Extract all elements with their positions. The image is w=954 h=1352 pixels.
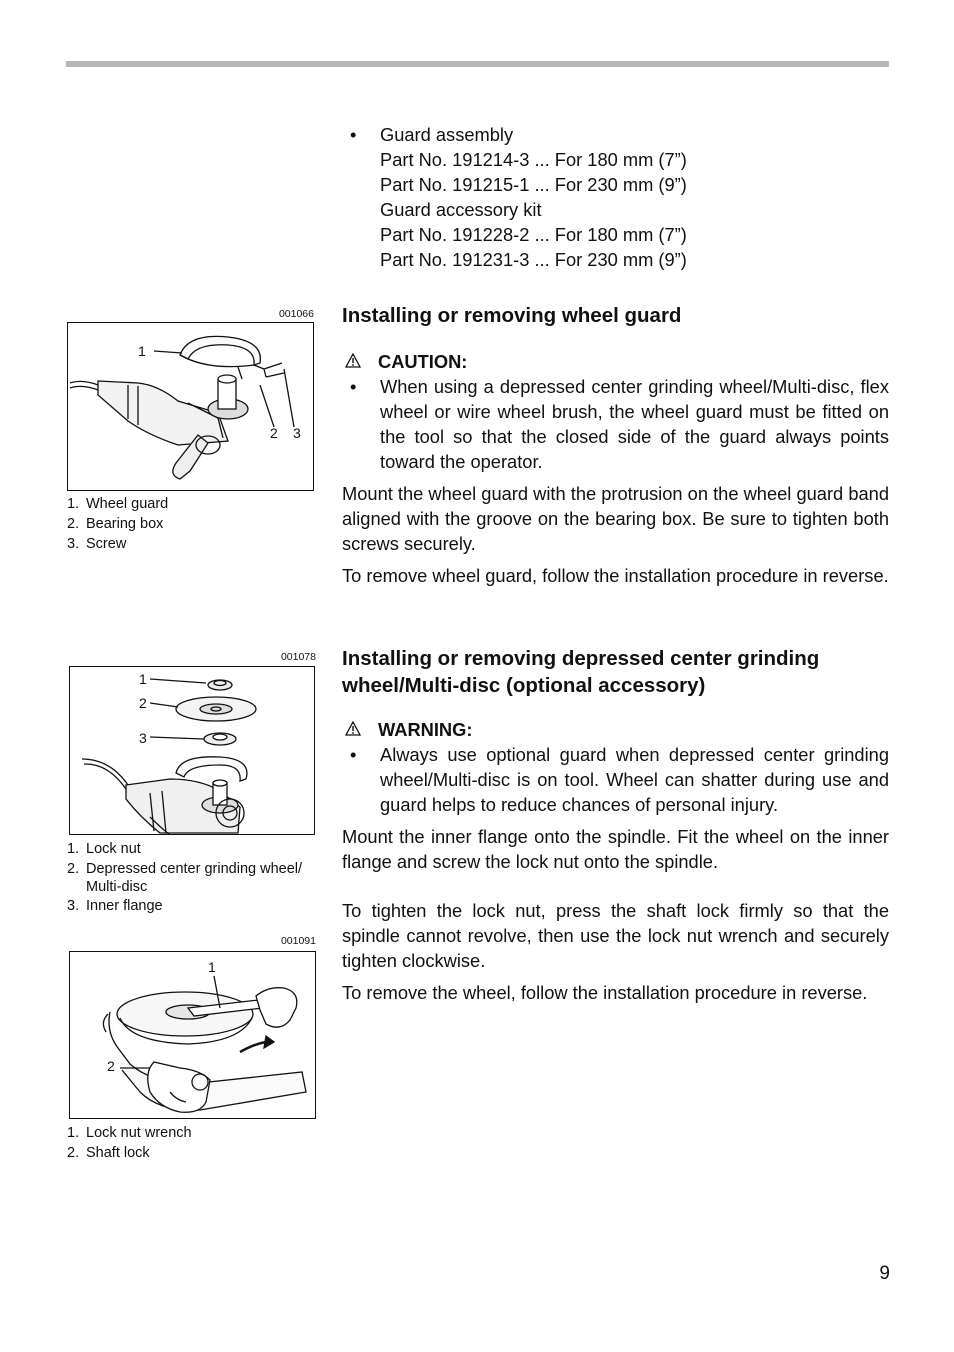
warning-bullet: • Always use optional guard when depressed center grinding wheel/Multi-disc is on tool. Wheel can shatter during use and guard helps to reduce chances of personal injury. (350, 744, 889, 815)
figure-legend (67, 494, 317, 554)
legend-item: 2. Bearing box (67, 516, 164, 532)
paragraph: To tighten the lock nut, press the shaft lock firmly so that the spindle cannot revolve, then use the lock nut wrench and securely tighten clockwise. (342, 900, 889, 971)
legend-item: 3. Inner flange (67, 898, 163, 914)
section-wheel-guard (342, 302, 889, 588)
bullet-dot: • (350, 376, 357, 397)
parts-line: Guard assembly (380, 124, 514, 145)
caution-label: CAUTION: (342, 349, 889, 374)
parts-line: Part No. 191228-2 ... For 180 mm (7”) (380, 224, 687, 245)
figure-code: 001091 (280, 935, 316, 947)
section-heading: Installing or removing wheel guard (342, 304, 682, 327)
wrench-tightening-illustration (70, 952, 316, 1119)
legend-item: 1. Lock nut (67, 841, 141, 857)
guard-parts-list (342, 122, 889, 272)
figure-callout: 2 (139, 695, 147, 711)
paragraph: Mount the wheel guard with the protrusion on the wheel guard band aligned with the groove on the bearing box. Be sure to tighten both screws securely. (342, 483, 889, 554)
figure-callout: 3 (139, 730, 147, 746)
figure-callout: 1 (139, 671, 147, 687)
section-depressed-wheel (342, 645, 889, 1005)
legend-item: 1. Lock nut wrench (67, 1125, 192, 1141)
warning-label: WARNING: (342, 717, 889, 742)
paragraph: To remove the wheel, follow the installation procedure in reverse. (342, 982, 868, 1003)
parts-line: Part No. 191215-1 ... For 230 mm (9”) (380, 174, 687, 195)
parts-line: Part No. 191214-3 ... For 180 mm (7”) (380, 149, 687, 170)
legend-item: 3. Screw (67, 536, 127, 552)
figure-lock-nut-wrench (69, 951, 316, 1119)
figure-callout: 1 (138, 343, 146, 359)
parts-line: Guard accessory kit (380, 199, 542, 220)
figure-callout: 3 (293, 425, 301, 441)
figure-wheel-guard (67, 322, 314, 491)
legend-item: 2. Depressed center grinding wheel/ Multi-disc (67, 861, 303, 895)
figure-legend (67, 839, 329, 916)
figure-callout: 1 (208, 959, 216, 975)
wheel-assembly-illustration (70, 667, 315, 835)
grinder-guard-illustration (68, 323, 314, 491)
figure-code: 001078 (280, 651, 316, 663)
figure-legend (67, 1123, 317, 1163)
warning-triangle-icon (345, 721, 361, 736)
figure-callout: 2 (270, 425, 278, 441)
header-rule (66, 61, 889, 67)
legend-item: 2. Shaft lock (67, 1145, 150, 1161)
paragraph: Mount the inner flange onto the spindle. Fit the wheel on the inner flange and screw the lock nut onto the spindle. (342, 826, 889, 872)
page-number: 9 (879, 1263, 890, 1284)
caution-bullet: • When using a depressed center grinding wheel/Multi-disc, flex wheel or wire wheel brush, the wheel guard must be fitted on the tool so that the closed side of the guard always points toward the operator. (350, 376, 889, 472)
parts-line: Part No. 191231-3 ... For 230 mm (9”) (380, 249, 687, 270)
figure-code: 001066 (278, 308, 314, 320)
figure-depressed-wheel (69, 666, 315, 835)
bullet-dot: • (350, 124, 357, 145)
section-heading: Installing or removing depressed center grinding wheel/Multi-disc (optional accessory) (342, 647, 820, 697)
bullet-dot: • (350, 744, 357, 765)
warning-triangle-icon (345, 353, 361, 368)
paragraph: To remove wheel guard, follow the installation procedure in reverse. (342, 565, 889, 586)
legend-item: 1. Wheel guard (67, 496, 169, 512)
figure-callout: 2 (107, 1058, 115, 1074)
